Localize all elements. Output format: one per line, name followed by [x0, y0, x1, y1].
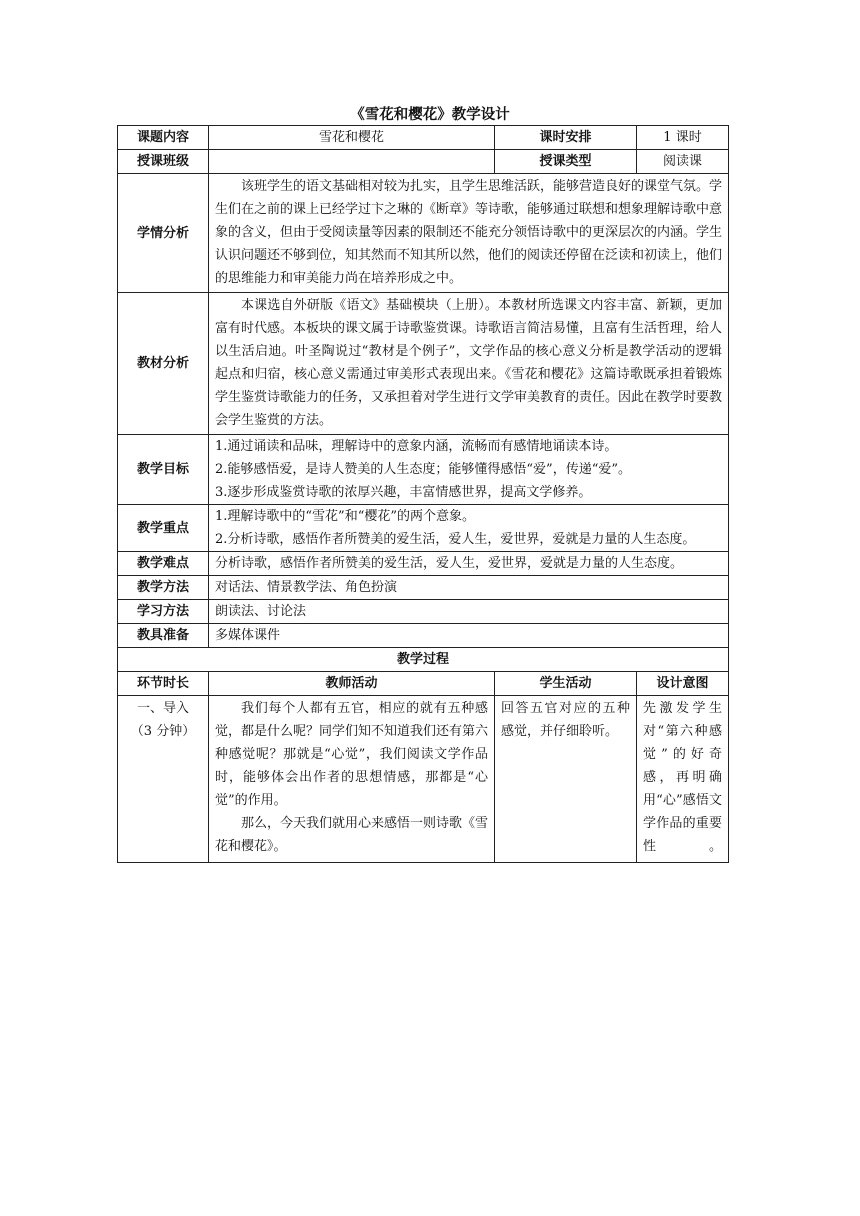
teaching-methods-label: 教学方法 [118, 576, 209, 600]
teacher-activity-paragraph: 我们每个人都有五官，相应的就有五种感觉，都是什么呢？同学们知不知道我们还有第六种感觉呢？那就是“心觉”，我们阅读文学作品时，能够体会出作者的思想情感，那都是“心觉”的作用。 [215, 701, 489, 808]
learning-methods-label: 学习方法 [118, 600, 209, 624]
header-row-topic [118, 126, 729, 150]
material-analysis-label: 教材分析 [118, 293, 209, 435]
key-point-item: 1.理解诗歌中的“雪花”和“樱花”的两个意象。 [215, 509, 475, 524]
material-analysis-row [118, 293, 729, 435]
learning-methods-text: 朗读法、讨论法 [209, 600, 729, 624]
header-row-class [118, 150, 729, 174]
process-heading: 教学过程 [118, 648, 729, 672]
equipment-row [118, 624, 729, 648]
difficulties-row [118, 552, 729, 576]
page-title: 《雪花和樱花》教学设计 [350, 107, 510, 123]
teacher-activity-paragraph: 那么，今天我们就用心来感悟一则诗歌《雪花和樱花》。 [215, 816, 489, 854]
student-analysis-row [118, 174, 729, 293]
type-value: 阅读课 [637, 150, 729, 174]
process-teacher-cell [209, 696, 495, 863]
schedule-label: 课时安排 [495, 126, 637, 150]
process-columns-row [118, 672, 729, 696]
material-analysis-text: 本课选自外研版《语文》基础模块（上册）。本教材所选课文内容丰富、新颖，更加富有时代感。本板块的课文属于诗歌鉴赏课。诗歌语言简洁易懂，且富有生活哲理，给人以生活启迪。叶圣陶说过“教材是个例子”，文学作品的核心意义分析是教学活动的逻辑起点和归宿，核心意义需通过审美形式表现出来。《雪花和樱花》这篇诗歌既承担着锻炼学生鉴赏诗歌能力的任务，又承担着对学生进行文学审美教育的责任。因此在教学时要教会学生鉴赏的方法。 [215, 298, 723, 428]
key-points-row [118, 505, 729, 552]
lesson-plan-table [117, 125, 729, 863]
key-points-label: 教学重点 [118, 505, 209, 552]
equipment-label: 教具准备 [118, 624, 209, 648]
goal-item: 3.逐步形成鉴赏诗歌的浓厚兴趣，丰富情感世界，提高文学修养。 [215, 485, 592, 500]
student-activity: 回答五官对应的五种感觉，并仔细聆听。 [495, 696, 637, 863]
process-stage: 一、导入 [136, 701, 189, 716]
learning-methods-row [118, 600, 729, 624]
process-col-stage: 环节时长 [118, 672, 209, 696]
process-duration: （3 分钟） [130, 724, 196, 739]
student-analysis-text: 该班学生的语文基础相对较为扎实，且学生思维活跃，能够营造良好的课堂气氛。学生们在之前的课上已经学过卞之琳的《断章》等诗歌，能够通过联想和想象理解诗歌中意象的含义，但由于受阅读量等因素的限制还不能充分领悟诗歌中的更深层次的内涵。学生认识问题还不够到位，知其然而不知其所以然，他们的阅读还停留在泛读和初读上，他们的思维能力和审美能力尚在培养形成之中。 [215, 179, 723, 286]
process-col-teacher: 教师活动 [209, 672, 495, 696]
difficulties-text: 分析诗歌，感悟作者所赞美的爱生活，爱人生，爱世界，爱就是力量的人生态度。 [209, 552, 729, 576]
type-label: 授课类型 [495, 150, 637, 174]
process-col-intent: 设计意图 [637, 672, 729, 696]
goal-item: 1.通过诵读和品味，理解诗中的意象内涵，流畅而有感情地诵读本诗。 [215, 439, 618, 454]
teaching-methods-text: 对话法、情景教学法、角色扮演 [209, 576, 729, 600]
class-value [209, 150, 495, 174]
teaching-methods-row [118, 576, 729, 600]
goals-label: 教学目标 [118, 435, 209, 505]
process-col-student: 学生活动 [495, 672, 637, 696]
goal-item: 2.能够感悟爱，是诗人赞美的人生态度；能够懂得感悟“爱”，传递“爱”。 [215, 462, 631, 477]
process-stage-cell [118, 696, 209, 863]
key-points-list [215, 505, 722, 551]
process-heading-row [118, 648, 729, 672]
goals-list [215, 435, 722, 504]
schedule-value: 1 课时 [637, 126, 729, 150]
key-point-item: 2.分析诗歌，感悟作者所赞美的爱生活，爱人生，爱世界，爱就是力量的人生态度。 [215, 532, 696, 547]
topic-value: 雪花和樱花 [209, 126, 495, 150]
student-analysis-label: 学情分析 [118, 174, 209, 293]
difficulties-label: 教学难点 [118, 552, 209, 576]
topic-label: 课题内容 [118, 126, 209, 150]
class-label: 授课班级 [118, 150, 209, 174]
equipment-text: 多媒体课件 [209, 624, 729, 648]
design-intent: 先激发学生对“第六种感觉”的好奇感，再明确用“心”感悟文学作品的重要性。 [637, 696, 729, 863]
process-row [118, 696, 729, 863]
goals-row [118, 435, 729, 505]
